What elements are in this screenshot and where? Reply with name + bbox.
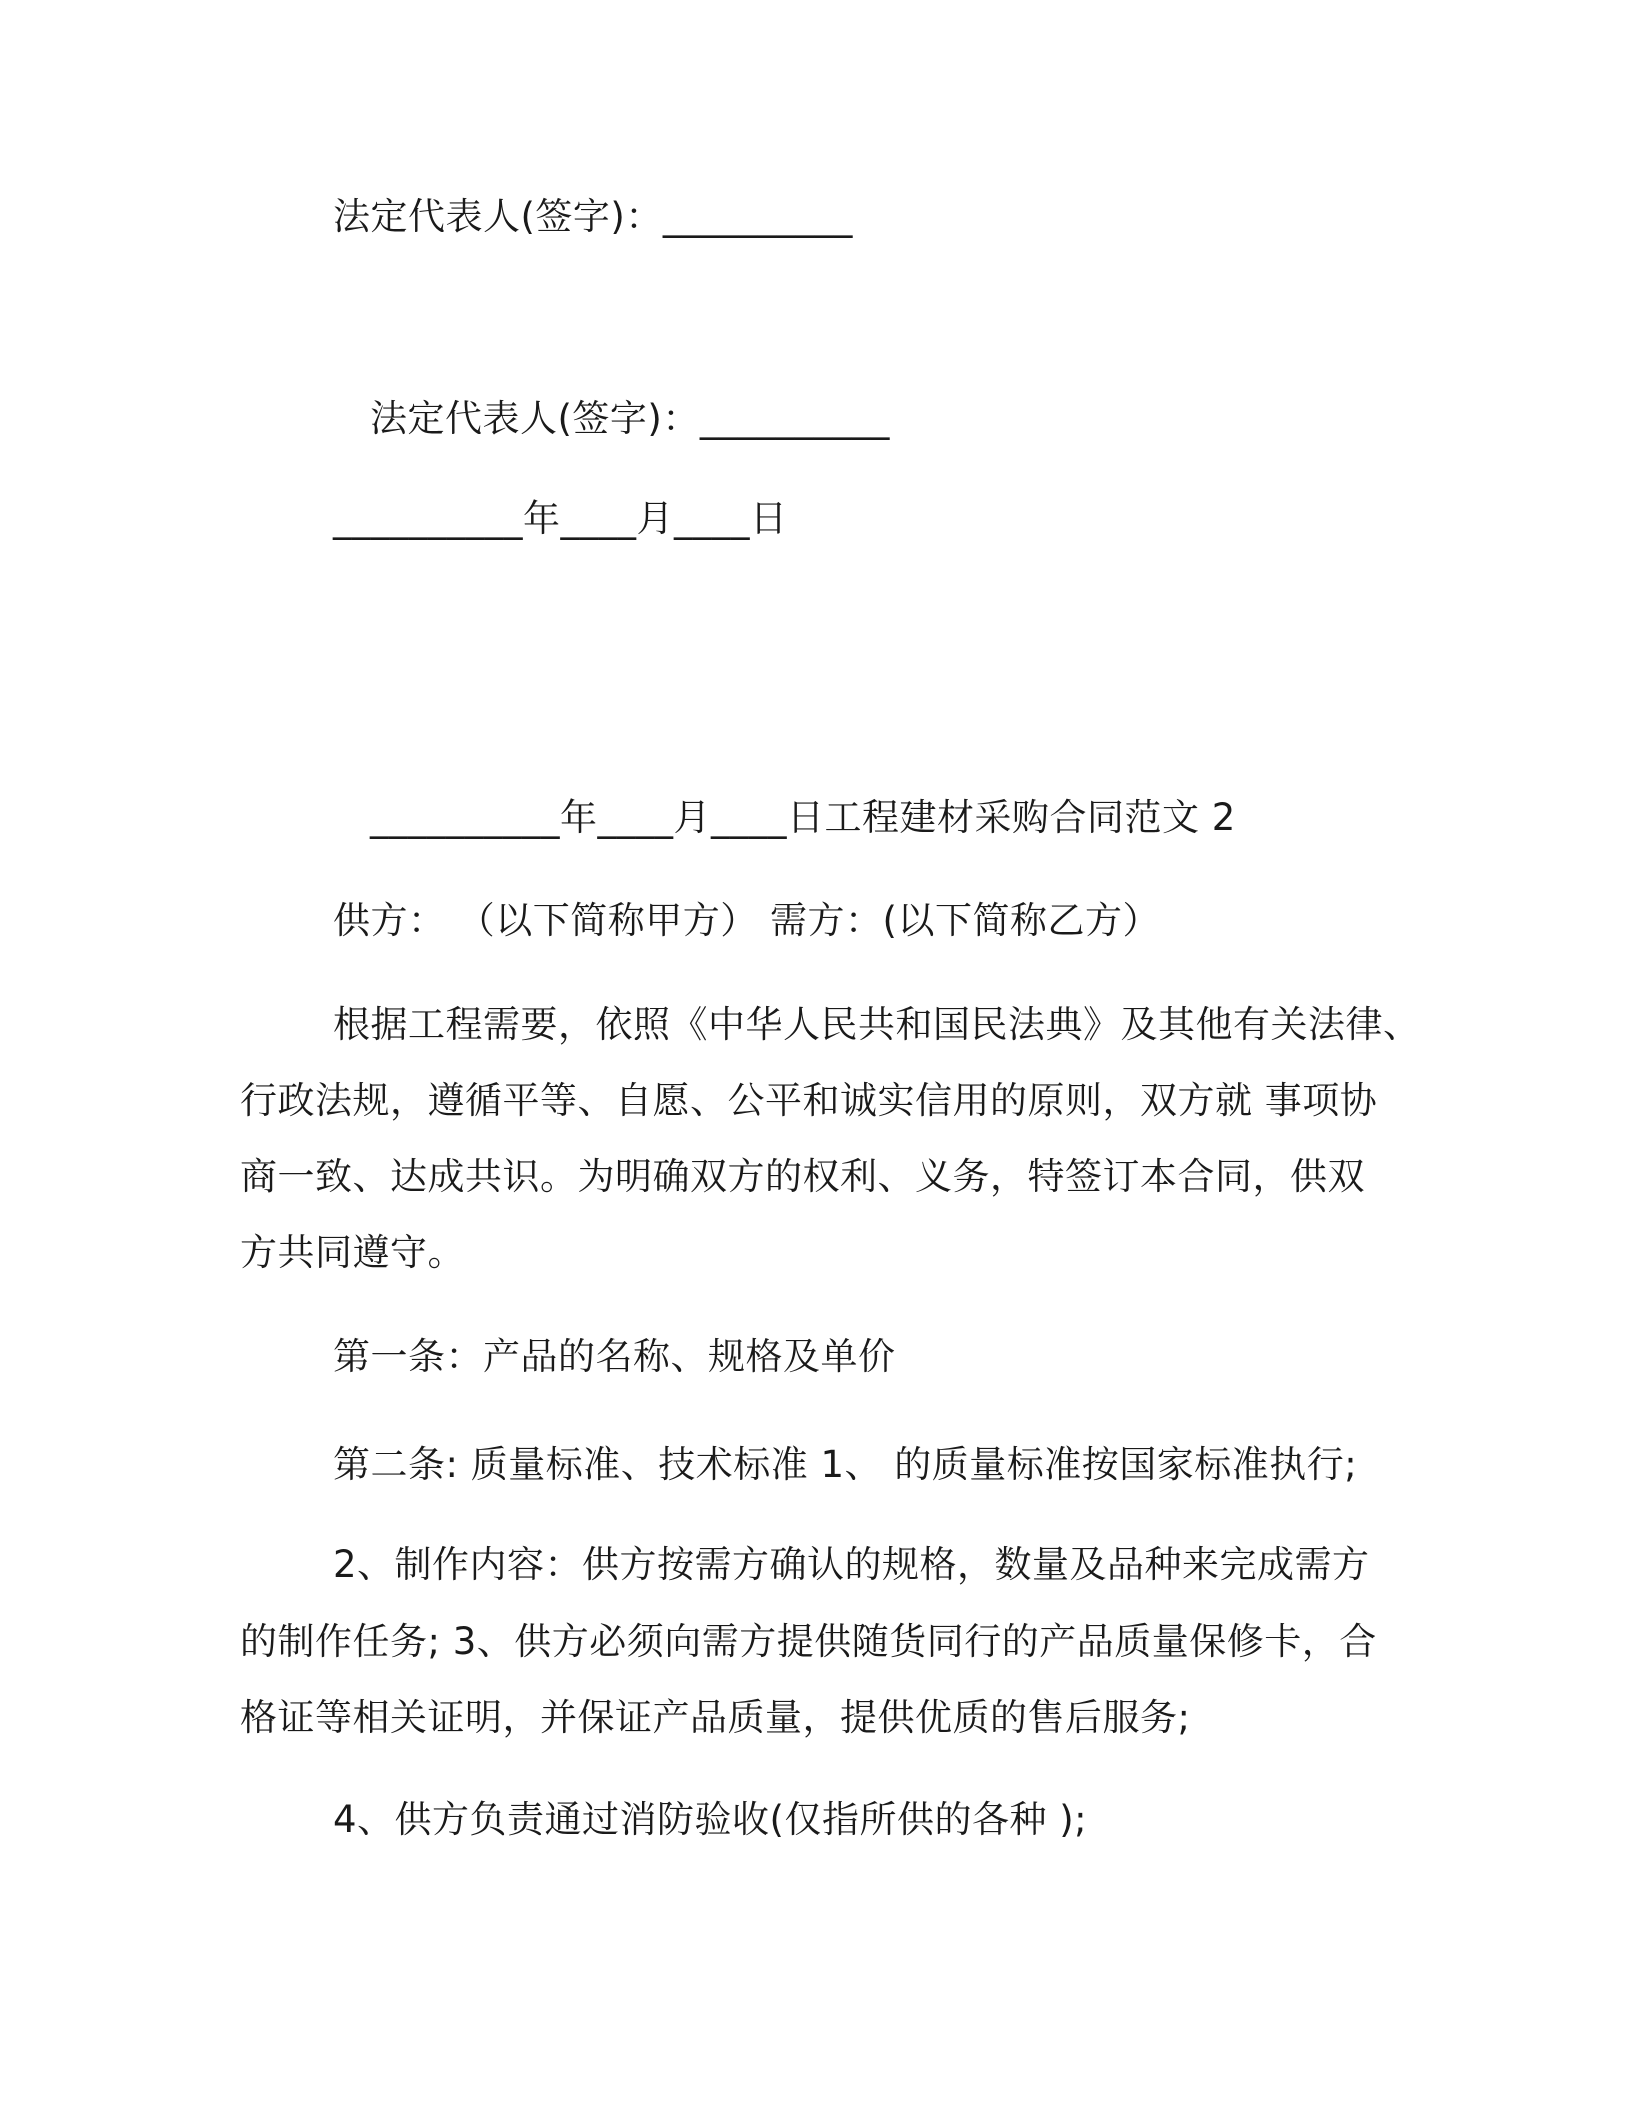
item-4: 4、供方负责通过消防验收(仅指所供的各种 );: [333, 1798, 1088, 1841]
preamble-line: 根据工程需要，依照《中华人民共和国民法典》及其他有关法律、: [333, 1003, 1421, 1046]
signature-line-2: 法定代表人(签字)：__________: [370, 397, 890, 440]
article-2: 第二条: 质量标准、技术标准 1、 的质量标准按国家标准执行;: [333, 1443, 1358, 1486]
signature-line-1: 法定代表人(签字)：__________: [333, 195, 853, 238]
preamble-line: 行政法规，遵循平等、自愿、公平和诚实信用的原则，双方就 事项协: [240, 1079, 1378, 1122]
date-line: __________年____月____日: [333, 497, 788, 540]
item-2-line: 2、制作内容：供方按需方确认的规格，数量及品种来完成需方: [333, 1543, 1370, 1586]
item-2-line: 的制作任务; 3、供方必须向需方提供随货同行的产品质量保修卡，合: [240, 1620, 1377, 1663]
preamble-line: 方共同遵守。: [240, 1231, 465, 1274]
contract-title: __________年____月____日工程建材采购合同范文 2: [370, 796, 1236, 839]
parties-line: 供方： （以下简称甲方） 需方：(以下简称乙方）: [333, 899, 1160, 942]
preamble-line: 商一致、达成共识。为明确双方的权利、义务，特签订本合同，供双: [240, 1155, 1365, 1198]
article-1: 第一条：产品的名称、规格及单价: [333, 1335, 896, 1378]
item-2-line: 格证等相关证明，并保证产品质量，提供优质的售后服务;: [240, 1696, 1191, 1739]
